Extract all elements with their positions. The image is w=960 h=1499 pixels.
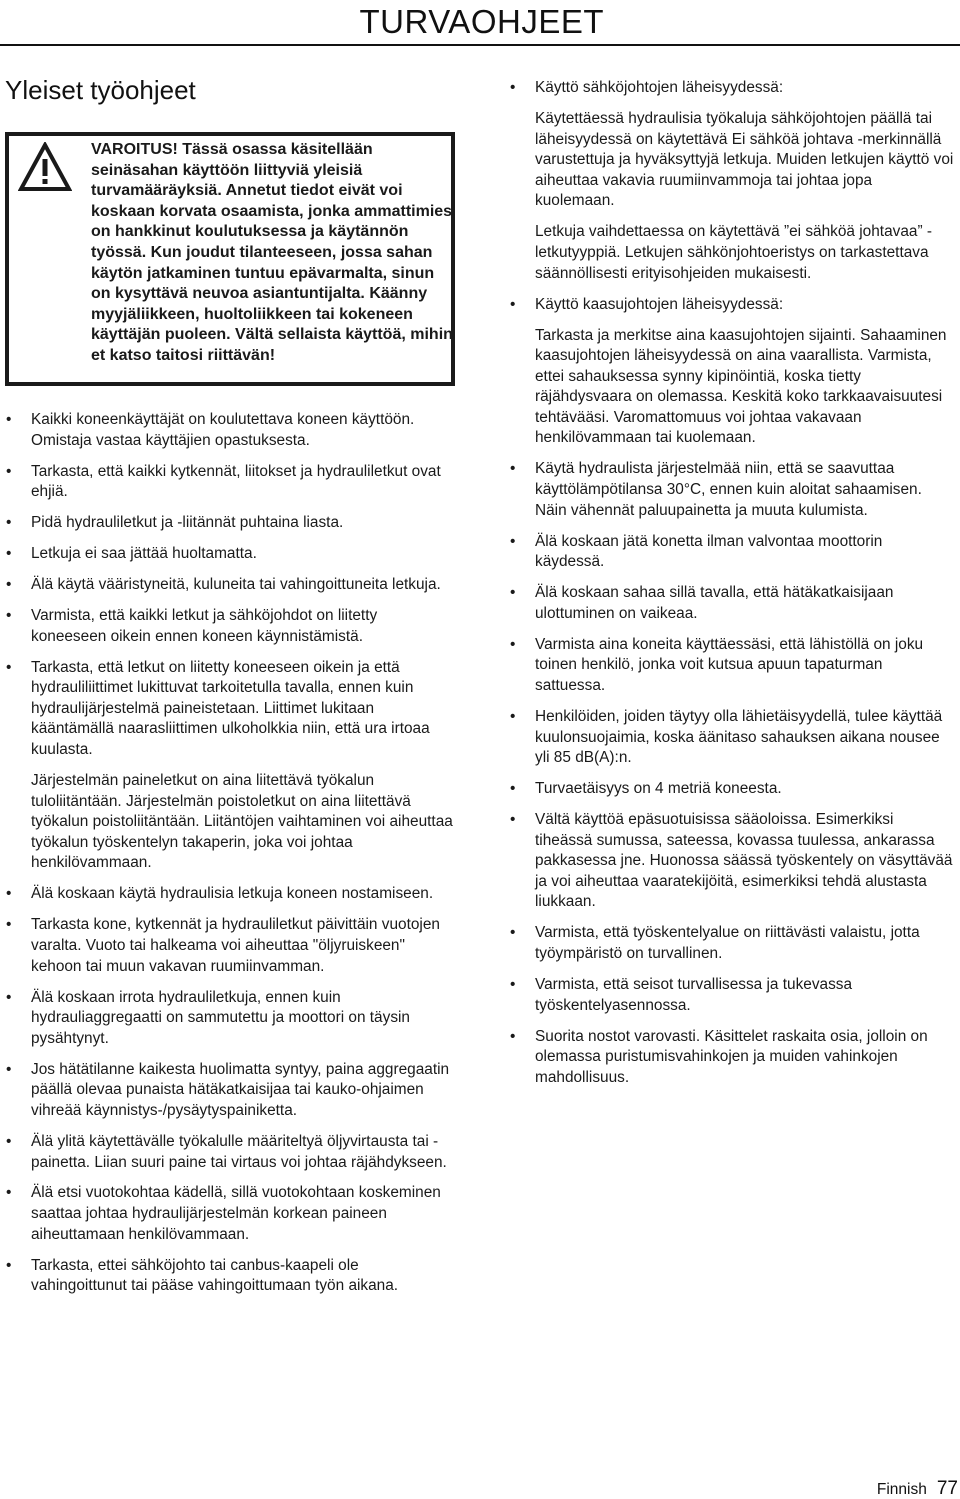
bullet-text: • Käytä hydraulista järjestelmää niin, että se saavuttaa käyttölämpötilansa 30°C, ennen kuin aloitat sahaamisen. Näin vähennät paluupainetta ja muuta kulumista. [535,460,922,519]
bullet-item [510,459,955,521]
bullet-text: • Älä koskaan käytä hydraulisia letkuja koneen nostamiseen. [31,885,434,903]
bullet-item [510,635,955,697]
section-heading: Yleiset työohjeet [5,75,196,105]
bullet-item [510,1027,955,1089]
bullet-item [510,583,955,624]
bullet-item [510,923,955,964]
bullet-text: • Älä koskaan sahaa sillä tavalla, että hätäkatkaisijaan ulottuminen on vaikeaa. [535,584,894,622]
bullet-item [510,78,955,284]
bullet-text: • Turvaetäisyys on 4 metriä koneesta. [535,780,782,798]
bullet-text: • Varmista, että seisot turvallisessa ja tukevassa työskentelyasennossa. [535,976,853,1014]
bullet-item [6,544,454,565]
bullet-item [6,575,454,596]
bullet-paragraph: Tarkasta ja merkitse aina kaasujohtojen sijainti. Sahaaminen kaasujohtojen läheisyydessä on aina vaarallista. Varmista, ettei sahauksessa synny kipinöintiä, koska tietty räjähdysvaara on olemassa. Keskitä koko tarkkaavaisuutesi tehtävääsi. Varomattomuus voi johtaa vakavaan henkilövammaan tai kuolemaan. [535,326,947,447]
bullet-item [6,658,454,874]
bullet-item [510,532,955,573]
bullet-item [6,884,454,905]
bullet-text: • Kaikki koneenkäyttäjät on koulutettava koneen käyttöön. Omistaja vastaa käyttäjien opastuksesta. [31,411,415,449]
page-footer [877,1480,958,1499]
bullet-item [6,410,454,451]
bullet-text: • Varmista aina koneita käyttäessäsi, että lähistöllä on joku toinen henkilö, jonka voit kutsua apuun tapaturman sattuessa. [535,635,924,694]
bullet-text: • Älä koskaan jätä konetta ilman valvontaa moottorin käydessä. [535,532,883,571]
bullet-text: • Älä koskaan irrota hydrauliletkuja, ennen kuin hydrauliaggregaatti on sammutettu ja moottori on täysin pysähtynyt. [31,988,410,1047]
bullet-item [510,295,955,450]
bullet-paragraph: Letkuja vaihdettaessa on käytettävä ”ei sähköä johtavaa” -letkutyyppiä. Letkujen sähkönjohtoeristys on tarkastettava säännöllisesti erityisohjeiden mukaisesti. [535,223,932,282]
bullet-text: • Letkuja ei saa jättää huoltamatta. [31,545,257,563]
warning-text: VAROITUS! Tässä osassa käsitellään seinäsahan käyttöön liittyviä yleisiä turvamääräyksiä. Annetut tiedot eivät voi koskaan korvata osaamista, jonka ammattimies on hankkinut koulutuksessa ja käytännön työssä. Kun joudut tilanteeseen, jossa sahan käytön jatkaminen tuntuu epävarmalta, sinun on kysyttävä neuvoa asiantuntijalta. Käänny myyjäliikkeen, huoltoliikkeen tai kokeneen käyttäjän puoleen. Vältä sellaista käyttöä, mihin et katso taitosi riittävän! [91,141,453,364]
warning-triangle-icon [18,142,72,192]
bullet-text: • Varmista, että kaikki letkut ja sähköjohdot on liitetty koneeseen oikein ennen koneen käynnistämistä. [31,607,378,645]
bullet-item [510,779,955,800]
bullet-item [6,1132,454,1173]
bullet-text: • Tarkasta, ettei sähköjohto tai canbus-kaapeli ole vahingoittunut tai pääse vahingoittumaan työn aikana. [31,1256,399,1295]
bullet-text: • Suorita nostot varovasti. Käsittelet raskaita osia, jolloin on olemassa puristumisvahinkojen ja muiden vahinkojen mahdollisuus. [535,1027,928,1086]
bullet-item [510,975,955,1016]
bullet-text: • Käyttö kaasujohtojen läheisyydessä: [535,295,784,313]
bullet-text: • Älä ylitä käytettävälle työkalulle määriteltyä öljyvirtausta tai -painetta. Liian suuri paine tai virtaus voi johtaa räjähdykseen. [31,1132,447,1171]
bullet-paragraph: Järjestelmän paineletkut on aina liitettävä työkalun tuloliitäntään. Järjestelmän poistoletkut on aina liitettävä työkalun poistoliitäntään. Liitäntöjen vaihtaminen voi aiheuttaa työkalun työskentelyn takaperin, joka voi johtaa henkilövammaan. [31,772,453,872]
bullet-item [6,1183,454,1245]
warning-box [5,132,455,386]
bullet-item [6,915,454,977]
bullet-text: • Varmista, että työskentelyalue on riittävästi valaistu, jotta työympäristö on turvallinen. [535,924,920,963]
bullet-text: • Älä etsi vuotokohtaa kädellä, sillä vuotokohtaan koskeminen saattaa johtaa hydraulijärjestelmän korkean paineen aiheuttamaan henkilövammaan. [31,1184,441,1243]
bullet-text: • Tarkasta, että kaikki kytkennät, liitokset ja hydrauliletkut ovat ehjiä. [31,462,441,501]
bullet-item [510,707,955,769]
right-bullet-list [510,78,955,1099]
footer-language: Finnish [876,1481,927,1498]
bullet-text: • Käyttö sähköjohtojen läheisyydessä: [535,79,784,96]
bullet-item [510,810,955,913]
header-divider [0,44,960,46]
bullet-item [6,513,454,534]
bullet-item [6,988,454,1050]
left-bullet-list [6,410,454,1307]
bullet-text: • Tarkasta, että letkut on liitetty koneeseen oikein ja että hydrauliliittimet lukittuvat tarkoitetulla tavalla, ennen kuin hydraulijärjestelmä paineistetaan. Liittimet lukitaan kääntämällä naarasliittimen ulkoholkkia niin, että ura irtoaa kuulasta. [31,658,430,759]
page-header-title: TURVAOHJEET [359,3,604,40]
bullet-text: • Henkilöiden, joiden täytyy olla lähietäisyydellä, tulee käyttää kuulonsuojaimia, koska äänitaso sahauksen aikana nousee yli 85 dB(A):n. [535,707,943,767]
bullet-paragraph: Käytettäessä hydraulisia työkaluja sähköjohtojen päällä tai läheisyydessä on käytettävä Ei sähköä johtava -merkinnällä varustettuja ja hyväksyttyjä letkuja. Muiden letkujen käyttö voi aiheuttaa vakavia ruumiinvammoja tai johtaa jopa kuolemaan. [535,109,954,210]
bullet-text: • Älä käytä vääristyneitä, kuluneita tai vahingoittuneita letkuja. [31,576,441,594]
bullet-text: • Vältä käyttöä epäsuotuisissa sääoloissa. Esimerkiksi tiheässä sumussa, sateessa, kovassa tuulessa, ankarassa pakkasessa jne. Huonossa säässä työskentely on väsyttävää ja voi aiheuttaa vaaratekijöitä, esimerkiksi tehdä alustasta liukkaan. [535,811,953,911]
bullet-item [6,606,454,647]
bullet-text: • Pidä hydrauliletkut ja -liitännät puhtaina liasta. [31,514,344,532]
bullet-text: • Tarkasta kone, kytkennät ja hydrauliletkut päivittäin vuotojen varalta. Vuoto tai halkeama voi aiheuttaa "öljyruiskeen" kehoon tai muun vakavan ruumiinvamman. [31,916,440,975]
bullet-item [6,1256,454,1297]
bullet-item [6,462,454,503]
bullet-text: • Jos hätätilanne kaikesta huolimatta syntyy, paina aggregaatin päällä olevaa punaista hätäkatkaisijaa tai kauko-ohjaimen vihreää käynnistys-/pysäytyspainiketta. [31,1060,450,1119]
page-number: 77 [936,1478,958,1499]
bullet-item [6,1060,454,1122]
